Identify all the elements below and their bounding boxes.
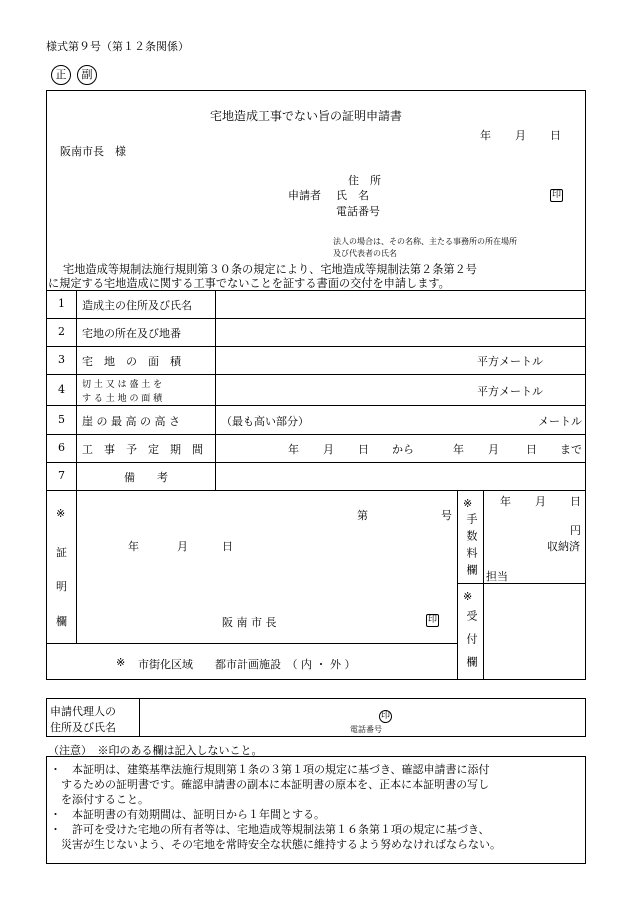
statement-line-2: に規定する宅地造成に関する工事でないことを証する書面の交付を申請します。 xyxy=(48,277,450,290)
period-end-month: 月 xyxy=(488,443,499,456)
period-start-day: 日 xyxy=(358,443,369,456)
row-5-label: 崖 の 最 高 の 高 さ xyxy=(82,415,180,428)
row-3-unit: 平方メートル xyxy=(477,355,543,368)
row-5-unit: メートル xyxy=(538,415,582,428)
fee-paid: 収納済 xyxy=(547,540,580,553)
row-1-label: 造成主の住所及び氏名 xyxy=(82,299,192,312)
applicant-name-label: 氏 名 xyxy=(336,189,369,202)
original-mark: 正 xyxy=(51,65,71,85)
row-6-number: 6 xyxy=(58,441,65,454)
agent-label-1: 申請代理人の xyxy=(50,705,116,718)
cert-side-2: 明 xyxy=(56,580,67,593)
fee-label: 手数料欄 xyxy=(465,513,478,581)
receipt-label: 受付欄 xyxy=(465,610,478,679)
row-4-unit: 平方メートル xyxy=(477,385,543,398)
period-until: まで xyxy=(560,443,582,456)
area-text: 市街化区域 都市計画施設 （ 内 ・ 外 ） xyxy=(138,658,356,671)
row-4-number: 4 xyxy=(58,383,65,396)
period-start-month: 月 xyxy=(323,443,334,456)
period-start-year: 年 xyxy=(288,443,299,456)
row-5-number: 5 xyxy=(58,413,65,426)
cert-number-suffix: 号 xyxy=(441,509,452,522)
period-from: から xyxy=(392,443,414,456)
note-1-line-2: するための証明書です。確認申請書の副本に本証明書の原本を、正本に本証明書の写し xyxy=(50,778,490,791)
row-6-label: 工 事 予 定 期 間 xyxy=(82,443,203,456)
cert-side-3: 欄 xyxy=(56,615,67,628)
cert-date-month: 月 xyxy=(177,540,188,553)
fee-yen: 円 xyxy=(570,524,581,537)
row-2-label: 宅地の所在及び地番 xyxy=(82,327,181,340)
applicant-address-label: 住 所 xyxy=(348,174,381,187)
cert-number-prefix: 第 xyxy=(357,509,368,522)
row-3-label: 宅 地 の 面 積 xyxy=(82,355,181,368)
fee-date-day: 日 xyxy=(570,495,581,508)
statement-line-1: 宅地造成等規制法施行規則第３０条の規定により、宅地造成等規制法第２条第２号 xyxy=(63,263,477,276)
applicant-seal: 印 xyxy=(551,190,561,200)
fee-mark: ※ xyxy=(463,497,473,510)
applicant-label: 申請者 xyxy=(288,189,321,202)
caution: （注意） ※印のある欄は記入しないこと。 xyxy=(48,744,263,757)
note-3-line-1: ・ 許可を受けた宅地の所有者等は、宅地造成等規制法第１６条第１項の規定に基づき、 xyxy=(50,823,490,836)
fee-staff: 担当 xyxy=(486,570,508,583)
row-4-label-2: す る 土 地 の 面 積 xyxy=(82,394,163,404)
date-year: 年 xyxy=(480,129,491,142)
row-7-label: 備 考 xyxy=(124,471,168,484)
note-3-line-2: 災害が生じないよう、その宅地を常時安全な状態に維持するよう努めなければならない。 xyxy=(50,838,501,851)
agent-seal: 印 xyxy=(380,711,390,721)
fee-date-year: 年 xyxy=(500,495,511,508)
row-2-number: 2 xyxy=(58,325,65,338)
period-end-day: 日 xyxy=(526,443,537,456)
cert-date-year: 年 xyxy=(128,540,139,553)
applicant-note-2: 及び代表者の氏名 xyxy=(333,249,397,258)
row-5-prefix: （最も高い部分） xyxy=(221,415,309,428)
applicant-note-1: 法人の場合は、その名称、主たる事務所の所在場所 xyxy=(333,237,517,246)
duplicate-mark: 副 xyxy=(77,65,97,85)
row-1-number: 1 xyxy=(58,297,65,310)
period-end-year: 年 xyxy=(453,443,464,456)
agent-box xyxy=(46,698,586,737)
cert-date-day: 日 xyxy=(222,540,233,553)
fee-date-month: 月 xyxy=(535,495,546,508)
applicant-phone-label: 電話番号 xyxy=(336,205,380,218)
row-4-label-1: 切 土 又 は 盛 土 を xyxy=(82,380,163,390)
form-number: 様式第９号（第１２条関係） xyxy=(46,40,189,53)
row-3-number: 3 xyxy=(58,353,65,366)
cert-side-1: 証 xyxy=(56,546,67,559)
form-title: 宅地造成工事でない旨の証明申請書 xyxy=(210,109,403,123)
addressee: 阪南市長 様 xyxy=(60,145,126,158)
note-1-line-3: を添付すること。 xyxy=(50,793,149,806)
date-month: 月 xyxy=(515,129,526,142)
agent-phone: 電話番号 xyxy=(350,725,382,734)
receipt-mark: ※ xyxy=(463,590,473,603)
cert-mark: ※ xyxy=(56,507,66,520)
area-mark: ※ xyxy=(116,656,126,669)
agent-label-2: 住所及び氏名 xyxy=(50,721,116,734)
note-2-line-1: ・ 本証明書の有効期間は、証明日から１年間とする。 xyxy=(50,808,325,821)
note-1-line-1: ・ 本証明は、建築基準法施行規則第１条の３第１項の規定に基づき、確認申請書に添付 xyxy=(50,763,490,776)
row-7-number: 7 xyxy=(58,469,65,482)
cert-seal: 印 xyxy=(427,615,437,625)
cert-issuer: 阪 南 市 長 xyxy=(222,616,277,629)
date-day: 日 xyxy=(550,129,561,142)
